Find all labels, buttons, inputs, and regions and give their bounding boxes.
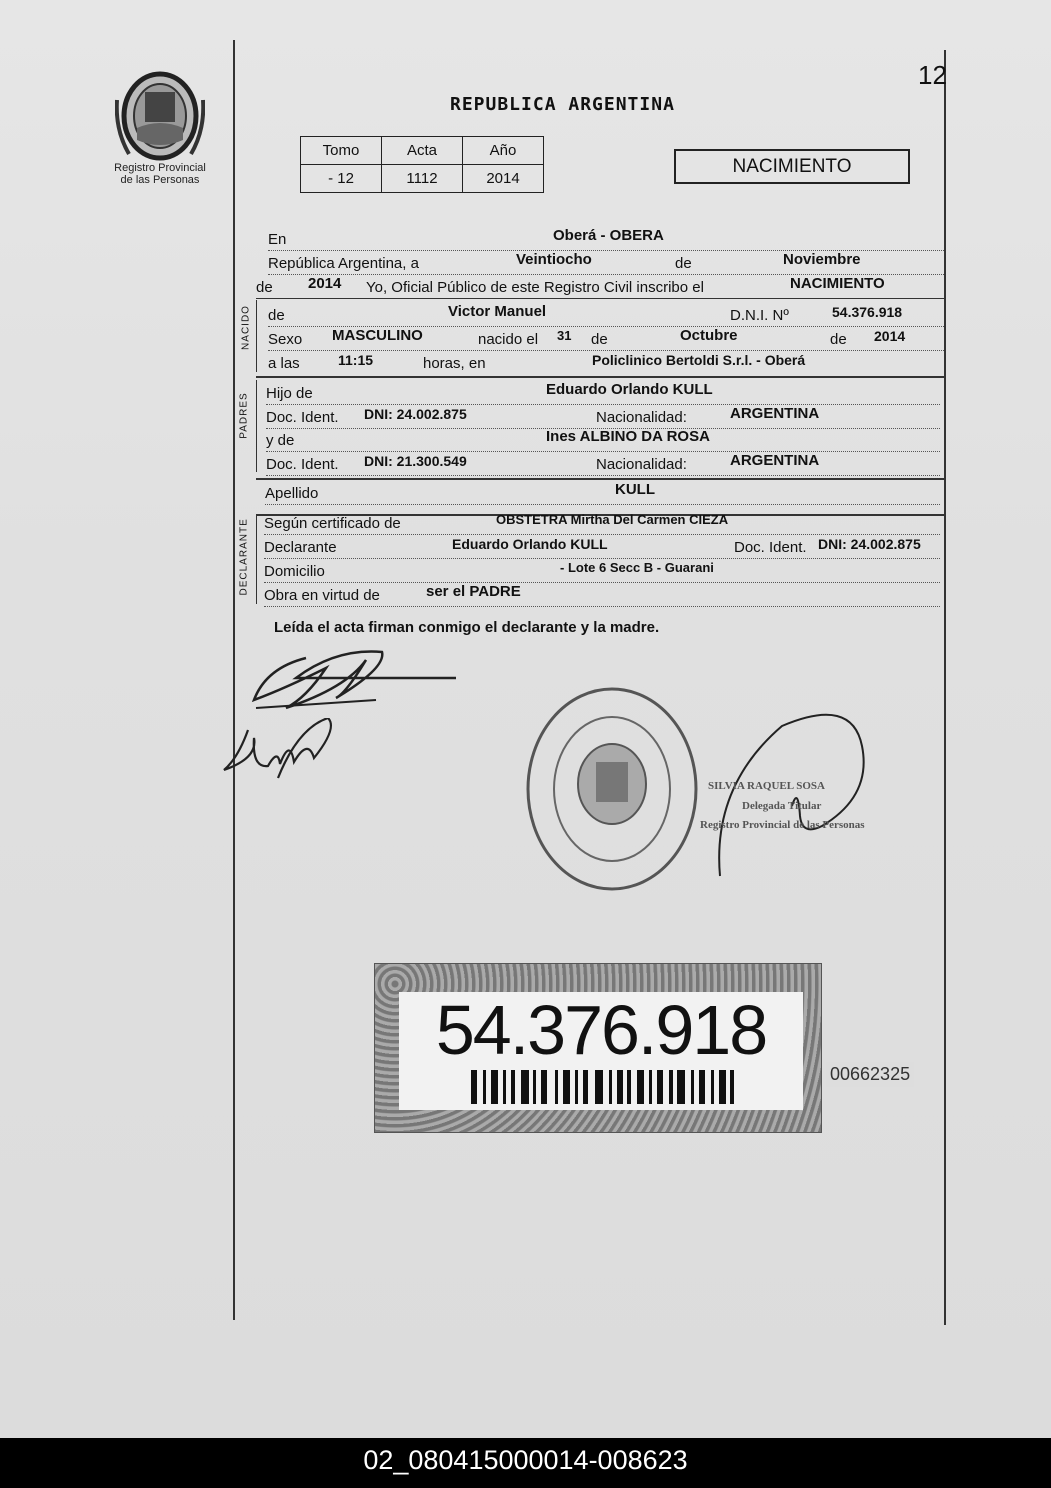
barcode-inner-panel <box>399 992 803 1110</box>
declarante-section-label: DECLARANTE <box>238 518 250 596</box>
declarant-signature <box>246 638 466 718</box>
birth-day-value: 31 <box>557 328 572 343</box>
value-acta: 1112 <box>382 165 463 193</box>
barcode-number: 54.376.918 <box>435 991 767 1069</box>
de-label: de <box>675 255 692 272</box>
hijo-label: Hijo de <box>266 385 313 402</box>
sexo-label: Sexo <box>268 331 303 348</box>
record-type-box: NACIMIENTO <box>674 149 910 184</box>
decl-doc-value: DNI: 24.002.875 <box>818 536 921 552</box>
place-value: Policlinico Bertoldi S.r.l. - Oberá <box>592 352 806 368</box>
de5-label: de <box>830 331 847 348</box>
document-title: REPUBLICA ARGENTINA <box>450 94 675 115</box>
segun-value: OBSTETRA Mirtha Del Carmen CIEZA <box>496 512 729 527</box>
official-seal-stamp <box>522 684 702 894</box>
nacido-el-label: nacido el <box>478 331 539 348</box>
declarante-bracket <box>256 516 257 604</box>
declarante-label: Declarante <box>264 539 337 556</box>
hour-value: 11:15 <box>338 352 374 368</box>
header-ano: Año <box>463 137 544 165</box>
row-domicilio <box>264 562 940 583</box>
row-republica <box>268 251 944 275</box>
sexo-value: MASCULINO <box>332 327 423 344</box>
nacido-section-label: NACIDO <box>240 305 252 350</box>
name-value: Victor Manuel <box>448 303 547 320</box>
row-en <box>268 227 944 251</box>
y-de-label: y de <box>266 432 295 449</box>
de4-label: de <box>591 331 608 348</box>
row-name <box>268 303 944 327</box>
right-margin-line <box>944 50 946 1325</box>
barcode-icon <box>471 1070 735 1104</box>
en-label: En <box>268 231 287 248</box>
apellido-label: Apellido <box>265 485 319 502</box>
left-margin-line <box>233 40 235 1320</box>
father-doc-label: Doc. Ident. <box>266 409 339 426</box>
official-name: SILVIA RAQUEL SOSA <box>708 780 825 792</box>
header-tomo: Tomo <box>301 137 382 165</box>
nacido-bracket <box>256 300 257 372</box>
month-value: Noviembre <box>783 251 861 268</box>
a-las-label: a las <box>268 355 300 372</box>
dni-barcode-label <box>374 963 822 1133</box>
header-acta: Acta <box>382 137 463 165</box>
reference-table <box>300 136 544 193</box>
footer-document-id: 02_080415000014-008623 <box>0 1438 1051 1488</box>
domicilio-label: Domicilio <box>264 563 325 580</box>
logo-caption-line2: de las Personas <box>120 174 200 186</box>
row-hora <box>268 354 944 374</box>
serial-number: 00662325 <box>826 1062 914 1087</box>
logo-caption-line1: Registro Provincial <box>114 162 206 174</box>
year-value: 2014 <box>308 275 342 292</box>
row-sexo <box>268 327 944 351</box>
inscribo-value: NACIMIENTO <box>790 275 885 292</box>
mother-signature <box>218 718 348 788</box>
row-apellido <box>265 481 940 505</box>
horas-label: horas, en <box>423 355 486 372</box>
day-value: Veintiocho <box>516 251 592 268</box>
closing-statement: Leída el acta firman conmigo el declarante y la madre. <box>274 619 660 636</box>
row-mother-doc <box>266 452 940 476</box>
page-number: 12 <box>918 60 947 90</box>
row-obra <box>264 583 940 607</box>
mother-value: Ines ALBINO DA ROSA <box>546 428 710 445</box>
birth-year-value: 2014 <box>874 328 906 344</box>
father-nat-label: Nacionalidad: <box>596 409 687 426</box>
obra-label: Obra en virtud de <box>264 587 380 604</box>
provincial-seal-icon <box>115 70 205 162</box>
official-title: Delegada Titular <box>742 800 822 812</box>
mother-nat-label: Nacionalidad: <box>596 456 687 473</box>
segun-label: Según certificado de <box>264 515 401 532</box>
padres-bracket <box>256 380 257 472</box>
value-ano: 2014 <box>463 165 544 193</box>
mother-doc-value: DNI: 21.300.549 <box>364 453 467 469</box>
mother-nat-value: ARGENTINA <box>730 452 820 469</box>
registry-logo <box>110 70 210 186</box>
row-segun <box>264 514 940 535</box>
de2-label: de <box>256 279 273 296</box>
oficial-text: Yo, Oficial Público de este Registro Civil inscribo el <box>366 279 704 296</box>
apellido-value: KULL <box>615 481 655 498</box>
padres-bottom-line <box>256 478 944 480</box>
official-office: Registro Provincial de las Personas <box>700 819 865 831</box>
domicilio-value: - Lote 6 Secc B - Guarani <box>560 560 714 575</box>
official-signature <box>712 706 882 886</box>
row-oficial <box>256 275 944 299</box>
father-nat-value: ARGENTINA <box>730 405 820 422</box>
declarante-value: Eduardo Orlando KULL <box>452 536 608 552</box>
dni-label: D.N.I. Nº <box>730 307 789 324</box>
decl-doc-label: Doc. Ident. <box>734 539 807 556</box>
nacido-top-line <box>256 298 944 299</box>
father-doc-value: DNI: 24.002.875 <box>364 406 467 422</box>
en-value: Oberá - OBERA <box>553 227 664 244</box>
nacido-bottom-line <box>256 376 944 378</box>
obra-value: ser el PADRE <box>426 583 521 600</box>
row-declarante <box>264 538 940 559</box>
de3-label: de <box>268 307 285 324</box>
dni-value: 54.376.918 <box>832 304 903 320</box>
republica-label: República Argentina, a <box>268 255 419 272</box>
row-father-doc <box>266 405 940 429</box>
padres-section-label: PADRES <box>238 392 250 439</box>
father-value: Eduardo Orlando KULL <box>546 381 713 398</box>
value-tomo: - 12 <box>301 165 382 193</box>
row-hijo <box>266 381 940 405</box>
birth-month-value: Octubre <box>680 327 738 344</box>
row-mother <box>266 428 940 452</box>
mother-doc-label: Doc. Ident. <box>266 456 339 473</box>
